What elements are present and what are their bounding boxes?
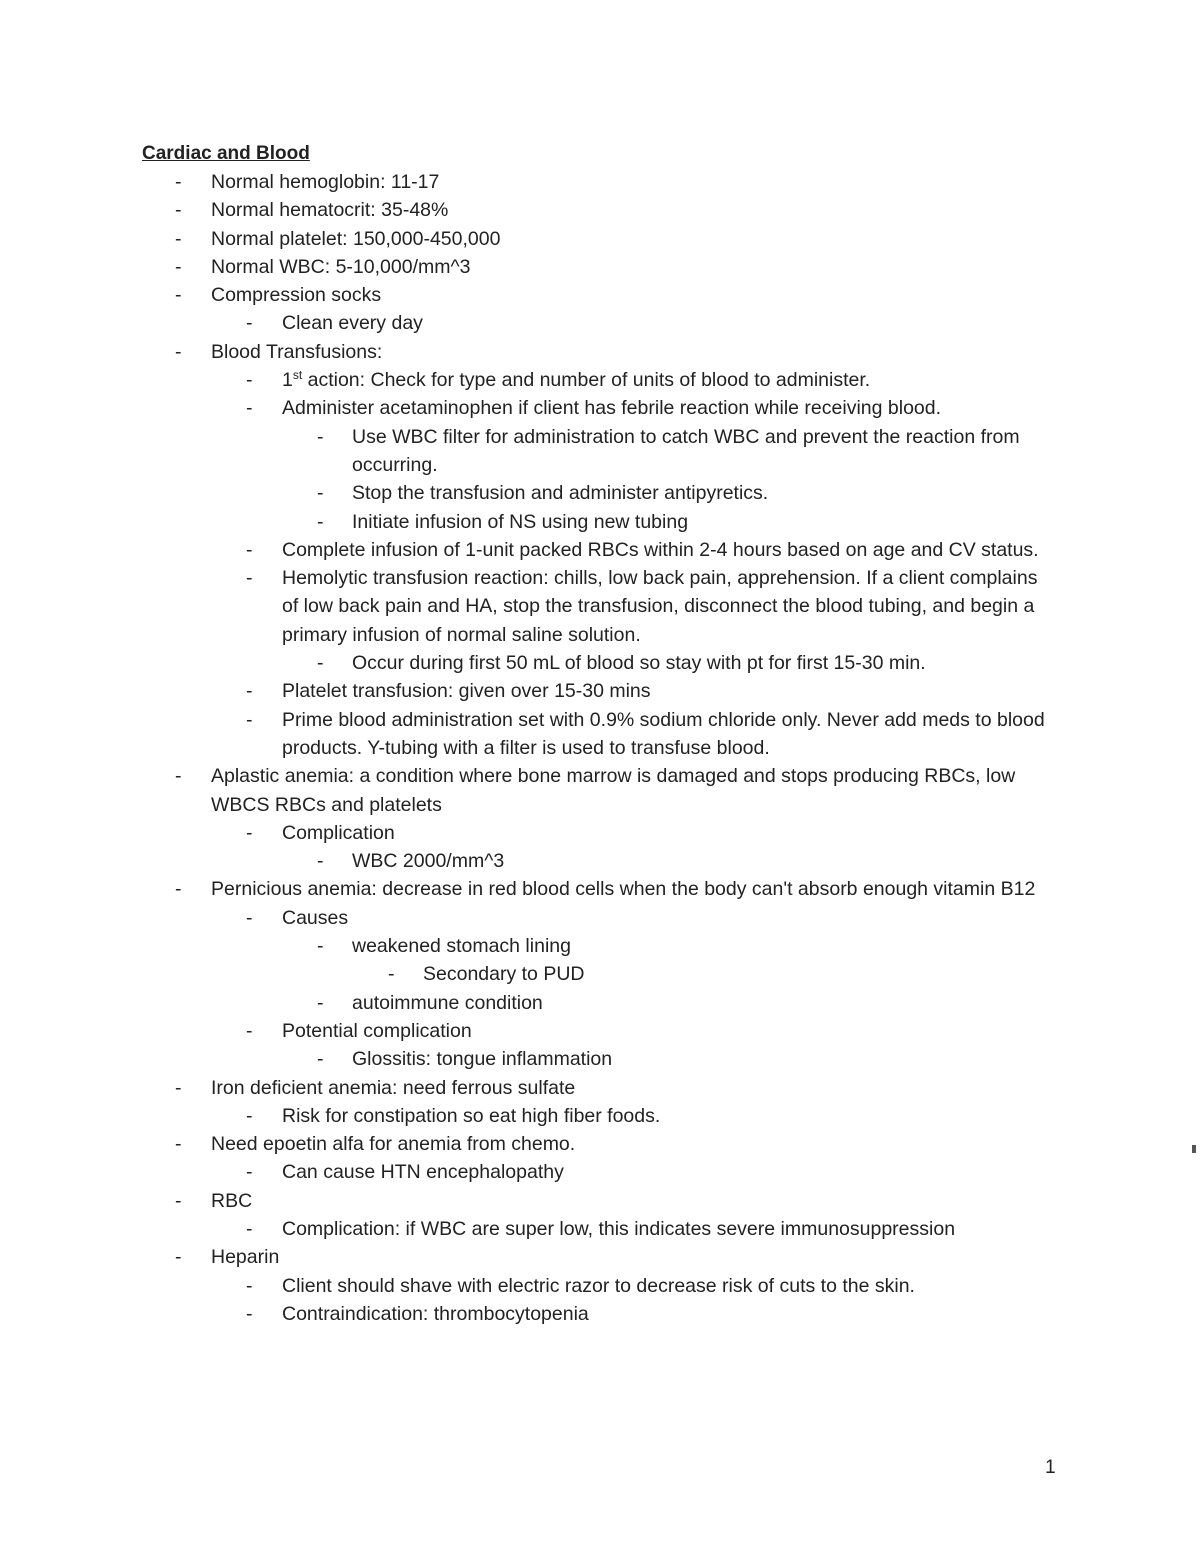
list-item [0,423,1052,480]
bullet-dash: - [246,906,253,929]
bullet-dash: - [175,765,182,788]
bullet-dash: - [317,425,324,448]
bullet-dash: - [175,878,182,901]
list-item-text: Compression socks [211,284,382,307]
list-item [0,196,1051,224]
list-item [0,1130,1051,1158]
list-item [0,225,1051,253]
list-item [0,904,1052,932]
list-item [0,1102,1052,1130]
list-item [0,706,1052,763]
list-item-text: Client should shave with electric razor to decrease risk of cuts to the skin. [282,1274,915,1297]
bullet-dash: - [246,369,253,392]
bullet-dash: - [317,991,324,1014]
bullet-dash: - [175,255,182,278]
list-item-text: Platelet transfusion: given over 15-30 mins [282,680,651,703]
list-item [0,1272,1052,1300]
list-item-text: Causes [282,906,349,929]
list-item [0,649,1052,677]
list-item-text: Administer acetaminophen if client has febrile reaction while receiving blood. [282,397,942,420]
bullet-dash: - [246,708,253,731]
ordinal-number: 1 [282,369,293,392]
bullet-dash: - [246,1104,253,1127]
list-item [0,394,1052,422]
list-item-text: Heparin [211,1246,280,1269]
list-item-text: Stop the transfusion and administer antipyretics. [352,482,769,505]
ordinal-suffix: st [292,368,303,383]
bullet-dash: - [246,1274,253,1297]
edge-mark [1192,1145,1196,1153]
bullet-dash: - [246,312,253,335]
list-item-text: Contraindication: thrombocytopenia [282,1302,589,1325]
bullet-dash: - [317,482,324,505]
bullet-dash: - [317,935,324,958]
list-item-rest: action: Check for type and number of units of blood to administer. [302,369,871,392]
bullet-dash: - [175,1246,182,1269]
list-item-text [282,366,1052,394]
list-item-text: Normal platelet: 150,000-450,000 [211,227,501,250]
list-item [0,847,1052,875]
bullet-dash: - [175,1076,182,1099]
list-item-text: Aplastic anemia: a condition where bone marrow is damaged and stops producing RBCs, low WBCS RBCs and platelets [211,765,1016,816]
bullet-dash: - [388,963,395,986]
list-item-text: Normal WBC: 5-10,000/mm^3 [211,255,471,278]
list-item [0,677,1052,705]
page-number: 1 [1045,1457,1056,1478]
list-item [0,168,1051,196]
list-item [0,253,1051,281]
list-item-text: Occur during first 50 mL of blood so stay with pt for first 15-30 min. [352,652,926,675]
bullet-dash: - [175,1189,182,1212]
list-item-text: Prime blood administration set with 0.9% sodium chloride only. Never add meds to blood products. Y-tubing with a filter is used to transfuse blood. [282,708,1045,759]
bullet-dash: - [246,1019,253,1042]
list-item-text: Blood Transfusions: [211,340,383,363]
list-item-text: Secondary to PUD [423,963,585,986]
list-item-text: Use WBC filter for administration to catch WBC and prevent the reaction from occurring. [352,425,1020,476]
list-item-text: weakened stomach lining [352,935,571,958]
list-item-text: Complication [282,821,395,844]
list-item [0,762,1051,819]
list-item [0,1300,1052,1328]
list-item [0,1243,1051,1271]
list-item-text: RBC [211,1189,253,1212]
list-item [0,366,1052,394]
list-item [0,536,1052,564]
list-item [0,1045,1052,1073]
bullet-dash: - [175,171,182,193]
list-item [0,932,1052,960]
page-title: Cardiac and Blood [142,143,310,164]
list-item [0,281,1051,309]
list-item [0,1074,1051,1102]
list-item [0,1017,1052,1045]
bullet-dash: - [317,510,324,533]
list-item-text: Normal hematocrit: 35-48% [211,199,449,222]
bullet-dash: - [246,538,253,561]
bullet-dash: - [246,1302,253,1325]
list-item [0,338,1051,366]
bullet-dash: - [246,821,253,844]
list-item [0,989,1052,1017]
bullet-dash: - [246,397,253,420]
list-item-text: Initiate infusion of NS using new tubing [352,510,689,533]
list-item-text: Risk for constipation so eat high fiber foods. [282,1104,661,1127]
list-item-text: Normal hemoglobin: 11-17 [211,171,440,193]
list-item-text: Need epoetin alfa for anemia from chemo. [211,1133,576,1156]
list-item [0,1158,1052,1186]
bullet-dash: - [175,227,182,250]
list-item-text: Complete infusion of 1-unit packed RBCs within 2-4 hours based on age and CV status. [282,538,1039,561]
bullet-dash: - [317,1048,324,1071]
list-item [0,508,1052,536]
bullet-dash: - [246,1217,253,1240]
list-item-text: Glossitis: tongue inflammation [352,1048,613,1071]
bullet-dash: - [317,850,324,873]
list-item-text: Potential complication [282,1019,472,1042]
list-item-text: Complication: if WBC are super low, this indicates severe immunosuppression [282,1217,956,1240]
list-item-text: WBC 2000/mm^3 [352,850,505,873]
list-item [0,1187,1051,1215]
list-item-text: Pernicious anemia: decrease in red blood cells when the body can't absorb enough vitamin B12 [211,878,1036,901]
list-item-text: Clean every day [282,312,423,335]
bullet-dash: - [175,340,182,363]
bullet-dash: - [246,567,253,590]
bullet-dash: - [246,1161,253,1184]
list-item-text: Hemolytic transfusion reaction: chills, low back pain, apprehension. If a client complains of low back pain and HA, stop the transfusion, disconnect the blood tubing, and begin a primary infusion of normal saline solution. [282,567,1038,646]
bullet-dash: - [246,680,253,703]
bullet-dash: - [317,652,324,675]
bullet-list [0,168,1200,1328]
list-item [0,875,1051,903]
list-item [0,1215,1052,1243]
bullet-dash: - [175,199,182,222]
list-item [0,564,1052,649]
list-item-text: Can cause HTN encephalopathy [282,1161,564,1184]
bullet-dash: - [175,284,182,307]
list-item [0,819,1052,847]
list-item-text: autoimmune condition [352,991,543,1014]
list-item-text: Iron deficient anemia: need ferrous sulfate [211,1076,576,1099]
list-item [0,960,1053,988]
list-item [0,479,1052,507]
bullet-dash: - [175,1133,182,1156]
list-item [0,309,1052,337]
